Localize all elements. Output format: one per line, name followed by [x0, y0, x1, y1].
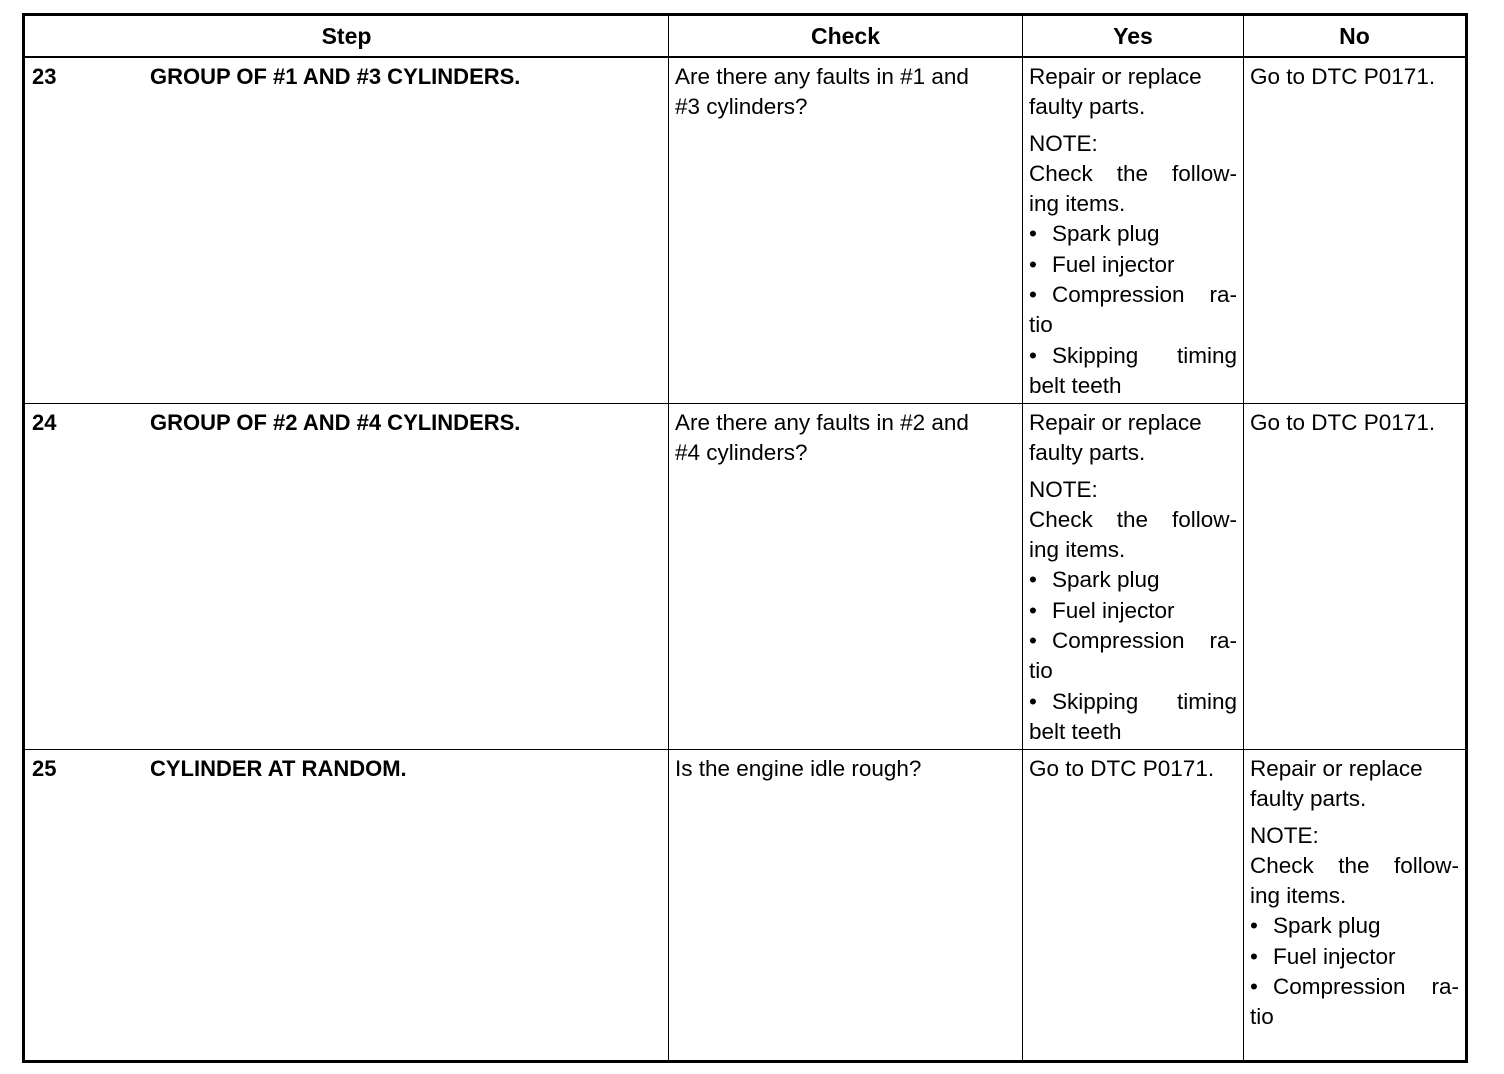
step-title: GROUP OF #2 AND #4 CYLINDERS. [150, 410, 521, 435]
check-cell [669, 750, 1023, 1062]
bullet-icon: • [1029, 221, 1037, 247]
note-text-line: ing items. [1029, 191, 1126, 217]
diagnostic-table [22, 13, 1468, 1063]
check-text-line: #4 cylinders? [675, 440, 808, 466]
table-row [24, 57, 1467, 404]
check-cell [669, 404, 1023, 750]
bullet-icon: • [1029, 628, 1037, 654]
bullet-item: • Compression ra- [1029, 626, 1237, 656]
check-cell [669, 57, 1023, 404]
note-label: NOTE: [1029, 476, 1098, 502]
no-cell [1244, 750, 1467, 1062]
bullet-item: • Fuel injector [1029, 250, 1237, 280]
bullet-continuation: belt teeth [1029, 372, 1122, 398]
action-text-line: faulty parts. [1029, 94, 1146, 120]
action-text-line: Go to DTC P0171. [1029, 756, 1215, 781]
bullet-continuation: tio [1029, 312, 1053, 338]
bullet-item: • Compression ra- [1250, 972, 1459, 1002]
action-text-line: faulty parts. [1250, 786, 1367, 812]
bullet-item: • Spark plug [1029, 565, 1237, 595]
step-cell [24, 750, 669, 1062]
header-check: Check [669, 15, 1023, 58]
action-text-line: Repair or replace [1029, 410, 1202, 435]
step-number: 23 [32, 64, 57, 89]
check-text-line: Are there any faults in #1 and [675, 64, 969, 89]
bullet-icon: • [1029, 282, 1037, 308]
header-step: Step [24, 15, 669, 58]
no-cell [1244, 404, 1467, 750]
step-cell [24, 57, 669, 404]
check-text-line: Are there any faults in #2 and [675, 410, 969, 435]
check-text-line: Is the engine idle rough? [675, 756, 922, 781]
step-cell [24, 404, 669, 750]
header-row [24, 15, 1467, 58]
action-text-line: Repair or replace [1250, 756, 1423, 781]
no-cell [1244, 57, 1467, 404]
note-text-line: Check the follow- [1029, 506, 1237, 532]
bullet-item: • Fuel injector [1029, 596, 1237, 626]
bullet-icon: • [1250, 974, 1258, 1000]
step-title: GROUP OF #1 AND #3 CYLINDERS. [150, 64, 521, 89]
action-text-line: Go to DTC P0171. [1250, 64, 1436, 89]
note-text-line: ing items. [1250, 883, 1347, 909]
bullet-icon: • [1029, 597, 1037, 623]
step-title: CYLINDER AT RANDOM. [150, 756, 407, 781]
yes-cell [1023, 750, 1244, 1062]
yes-cell [1023, 57, 1244, 404]
bullet-icon: • [1029, 251, 1037, 277]
bullet-item: • Fuel injector [1250, 942, 1459, 972]
bullet-item: • Compression ra- [1029, 280, 1237, 310]
bullet-icon: • [1029, 342, 1037, 368]
bullet-continuation: tio [1250, 1004, 1274, 1030]
note-text-line: ing items. [1029, 537, 1126, 563]
bullet-icon: • [1250, 913, 1258, 939]
bullet-continuation: tio [1029, 658, 1053, 684]
bullet-icon: • [1250, 943, 1258, 969]
step-number: 25 [32, 756, 57, 781]
bullet-icon: • [1029, 567, 1037, 593]
bullet-item: • Spark plug [1029, 219, 1237, 249]
note-label: NOTE: [1250, 822, 1319, 848]
note-text-line: Check the follow- [1250, 852, 1459, 878]
note-text-line: Check the follow- [1029, 160, 1237, 186]
check-text-line: #3 cylinders? [675, 94, 808, 120]
action-text-line: Repair or replace [1029, 64, 1202, 89]
table-row [24, 404, 1467, 750]
yes-cell [1023, 404, 1244, 750]
table-row [24, 750, 1467, 1062]
bullet-continuation: belt teeth [1029, 718, 1122, 744]
bullet-icon: • [1029, 688, 1037, 714]
bullet-item: • Skipping timing [1029, 341, 1237, 371]
header-no: No [1244, 15, 1467, 58]
action-text-line: Go to DTC P0171. [1250, 410, 1436, 435]
action-text-line: faulty parts. [1029, 440, 1146, 466]
header-yes: Yes [1023, 15, 1244, 58]
bullet-item: • Spark plug [1250, 911, 1459, 941]
note-label: NOTE: [1029, 130, 1098, 156]
bullet-item: • Skipping timing [1029, 687, 1237, 717]
step-number: 24 [32, 410, 57, 435]
